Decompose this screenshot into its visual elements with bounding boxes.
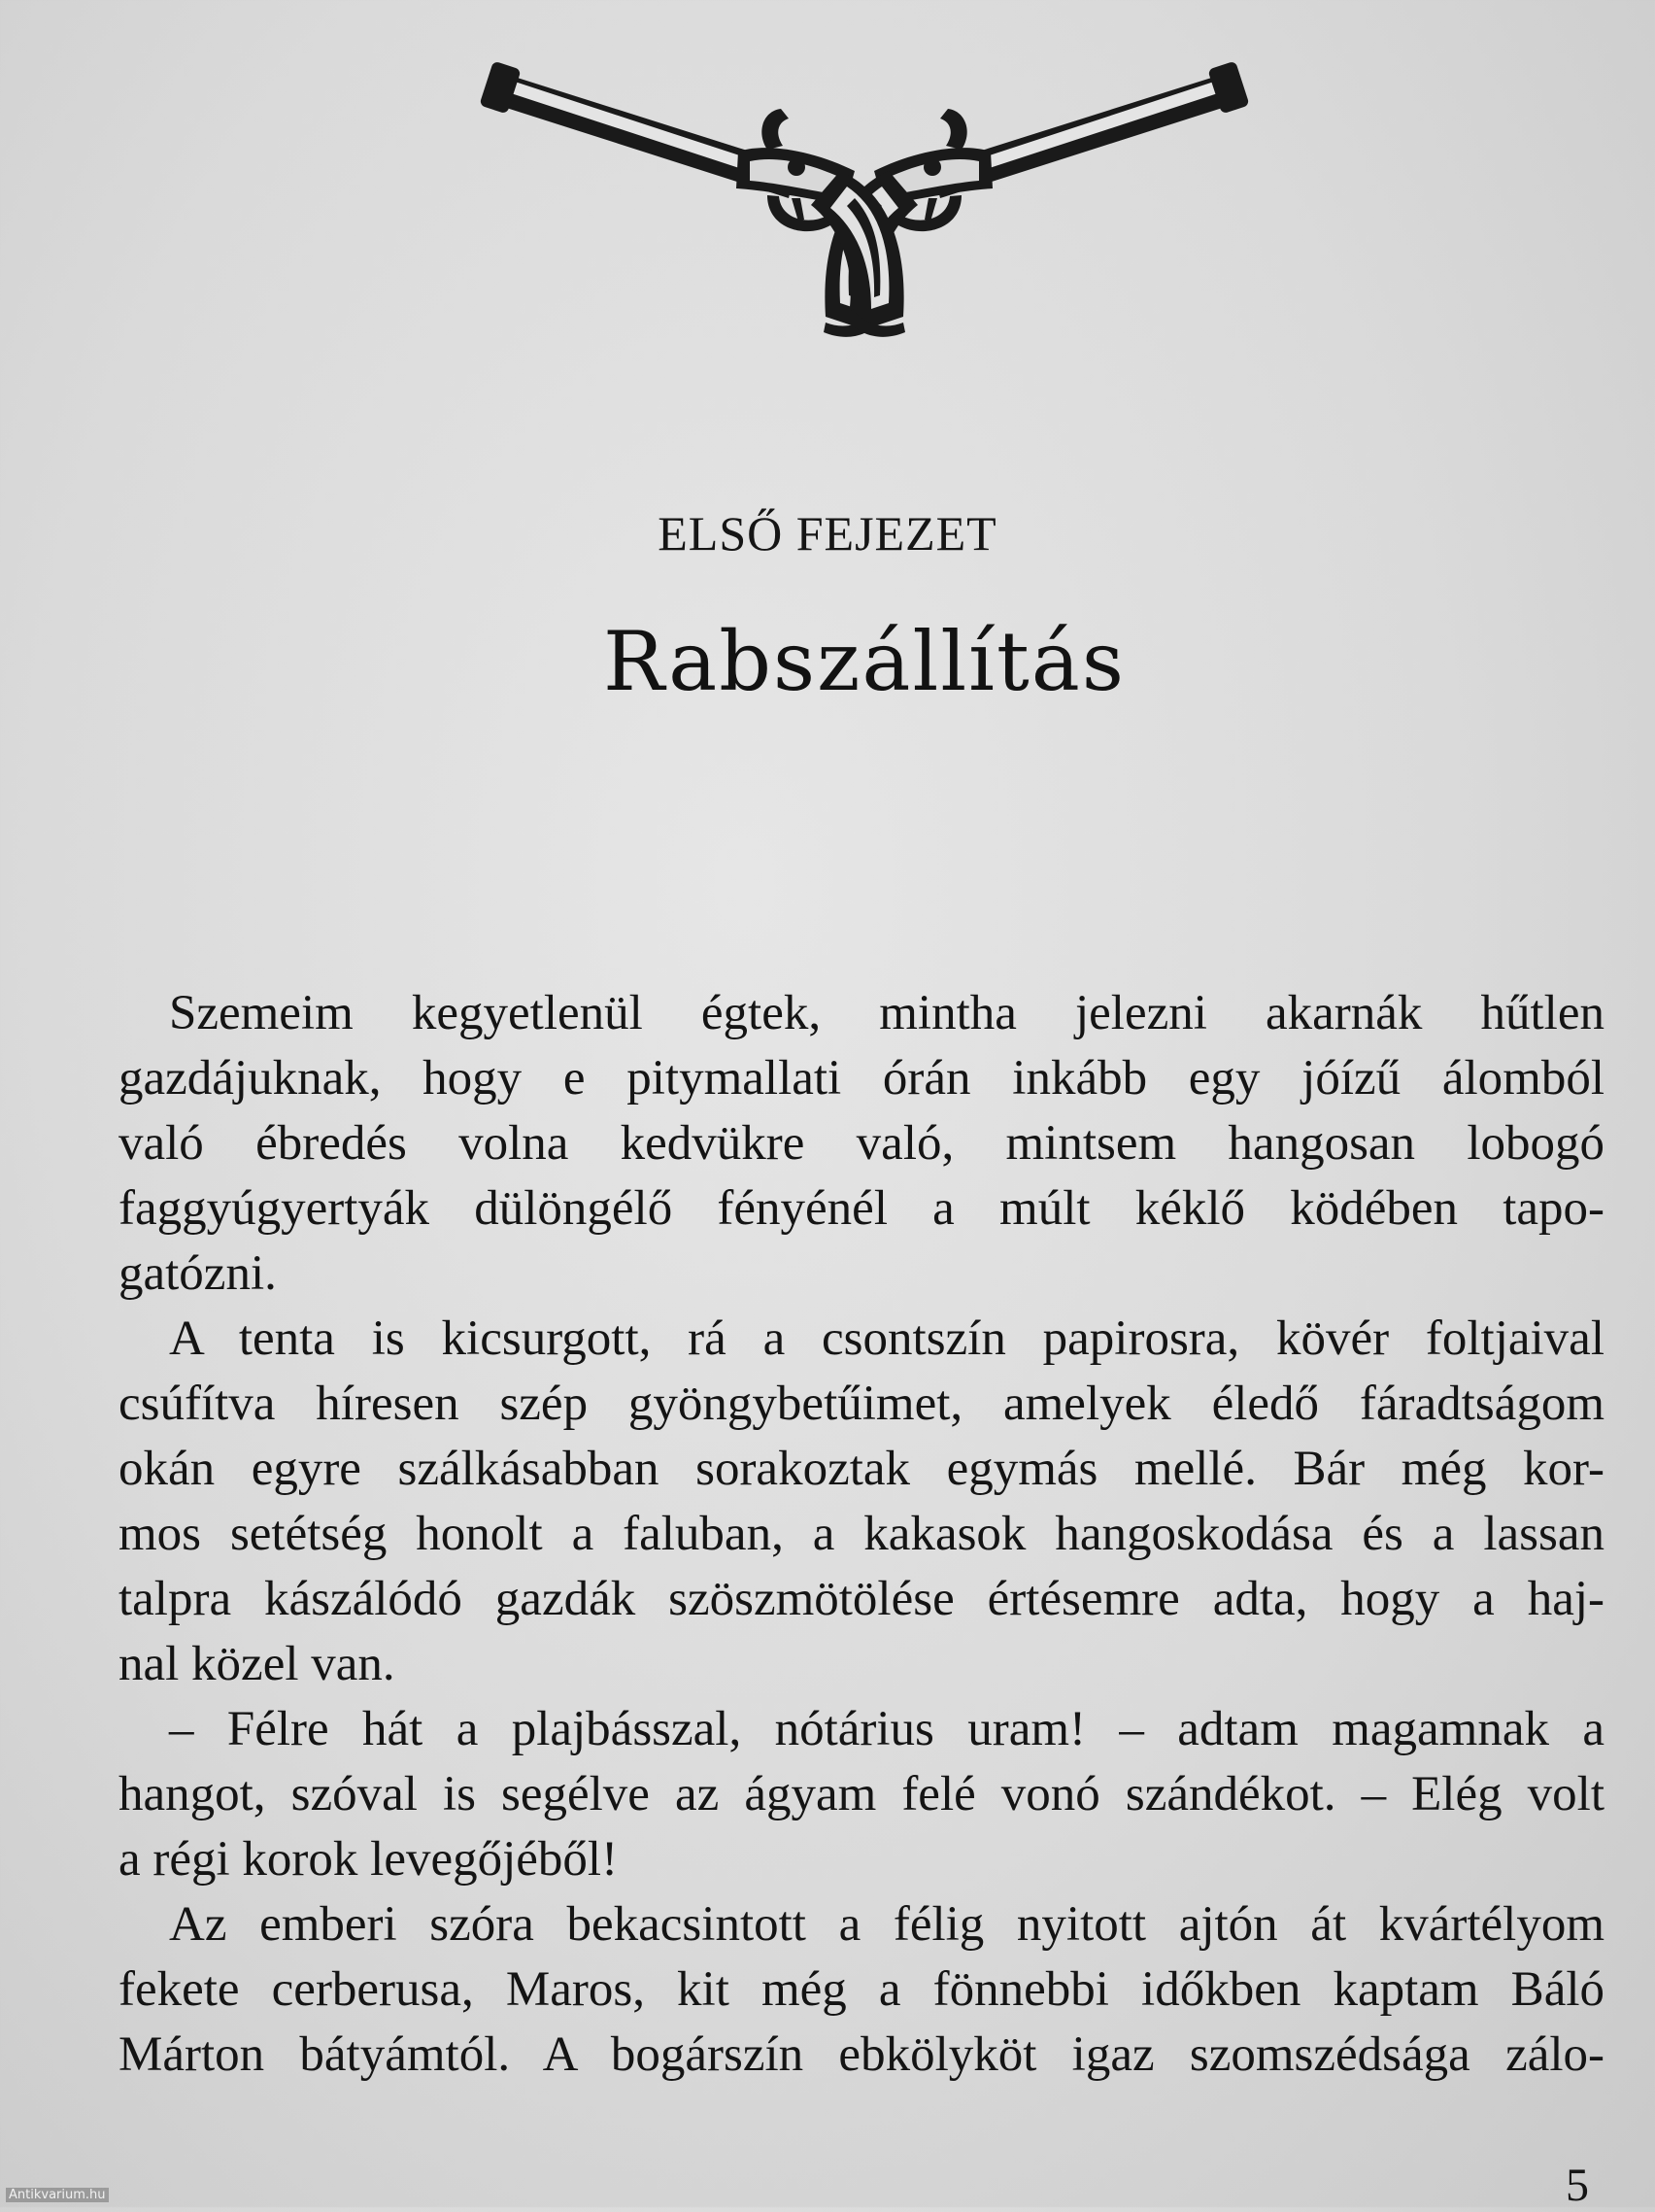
chapter-body <box>118 981 1604 2088</box>
text-line: gatózni. <box>118 1246 277 1301</box>
text-line: Az emberi szóra bekacsintott a félig nyitott ajtón át kvártélyom <box>169 1897 1604 1952</box>
text-line: gazdájuknak, hogy e pitymallati órán inkább egy jóízű álomból <box>118 1051 1604 1106</box>
watermark: Antikvarium.hu <box>6 2188 109 2202</box>
text-line: Márton bátyámtól. A bogárszín ebkölyköt igaz szomszédsága zálo- <box>118 2027 1604 2082</box>
chapter-label: ELSŐ FEJEZET <box>658 506 997 561</box>
text-line: Szemeim kegyetlenül égtek, mintha jelezni akarnák hűtlen <box>169 986 1604 1040</box>
chapter-title: Rabszállítás <box>602 614 1126 709</box>
text-line: – Félre hát a plajbásszal, nótárius uram! – adtam magamnak a <box>169 1702 1604 1756</box>
paragraph-4 <box>118 1892 1604 2088</box>
crossed-pistols-icon <box>466 35 1263 385</box>
text-line: faggyúgyertyák dülöngélő fényénél a múlt kéklő ködében tapo- <box>118 1181 1604 1236</box>
paragraph-1 <box>118 981 1604 1307</box>
text-line: csúfítva híresen szép gyöngybetűimet, amelyek éledő fáradtságom <box>118 1377 1604 1431</box>
text-line: nal közel van. <box>118 1637 395 1691</box>
text-line: A tenta is kicsurgott, rá a csontszín papirosra, kövér foltjaival <box>169 1311 1604 1366</box>
text-line: mos setétség honolt a faluban, a kakasok hangoskodása és a lassan <box>118 1507 1604 1561</box>
text-line: talpra kászálódó gazdák szöszmötölése értésemre adta, hogy a haj- <box>118 1572 1604 1626</box>
paragraph-3 <box>118 1697 1604 1892</box>
paragraph-2 <box>118 1307 1604 1697</box>
text-line: fekete cerberusa, Maros, kit még a fönnebbi időkben kaptam Báló <box>118 1962 1604 2017</box>
text-line: hangot, szóval is segélve az ágyam felé vonó szándékot. – Elég volt <box>118 1767 1604 1821</box>
text-line: a régi korok levegőjéből! <box>118 1832 619 1887</box>
text-line: való ébredés volna kedvükre való, mintsem hangosan lobogó <box>118 1116 1604 1171</box>
text-line: okán egyre szálkásabban sorakoztak egymás mellé. Bár még kor- <box>118 1442 1604 1496</box>
page-number: 5 <box>1566 2160 1589 2211</box>
